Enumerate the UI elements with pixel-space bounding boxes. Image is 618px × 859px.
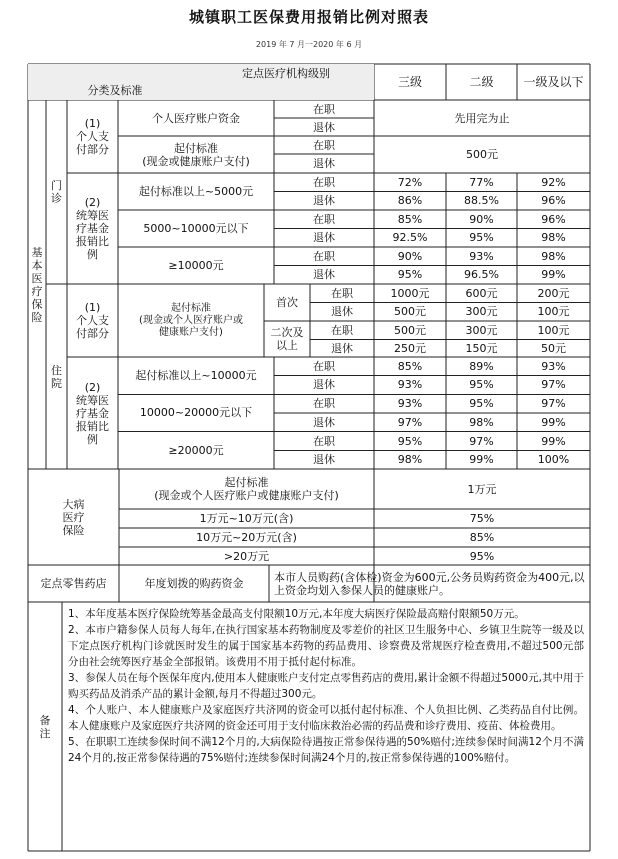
serious-row-label: 1万元~10万元(含) — [199, 512, 294, 525]
rate-value: 96% — [541, 194, 566, 208]
rate-value: 97% — [397, 415, 423, 429]
inpatient-label: 住 院 — [51, 363, 62, 390]
pharmacy-item: 年度划拨的购药资金 — [144, 577, 244, 590]
page-title: 城镇职工医保费用报销比例对照表 — [188, 8, 429, 26]
outpatient-label: 门 诊 — [51, 179, 62, 205]
header-level-3: 一级及以下 — [523, 74, 584, 89]
deductible-value: 300元 — [465, 305, 498, 319]
rate-value: 86% — [397, 194, 423, 208]
rate-value: 96.5% — [464, 268, 499, 282]
page-subtitle: 2019 年 7 月一2020 年 6 月 — [255, 40, 363, 49]
band-label: ≥20000元 — [168, 443, 224, 457]
deductible-value: 100元 — [537, 305, 570, 319]
rate-value: 92% — [541, 175, 566, 189]
notes-label: 备 注 — [39, 713, 51, 740]
rate-value: 98% — [541, 231, 566, 245]
employment-status: 在职 — [313, 359, 335, 373]
band-label: 10000~20000元以下 — [139, 406, 253, 420]
note-item: 2、本市户籍参保人员每人每年,在执行国家基本药物制度及零差价的社区卫生服务中心、乡镇卫生院等一级及以下定点医疗机构门诊就医时发生的属于国家基本药物的药品费用、诊察费及常规医疗检查费用,不超过500元部分由社会统筹医疗基金全部报销。该费用不用于抵付起付标准。 — [68, 624, 584, 668]
employment-status: 退休 — [313, 194, 335, 208]
deductible-value: 600元 — [465, 286, 498, 300]
employment-status: 在职 — [313, 397, 335, 411]
rate-value: 93% — [397, 378, 423, 392]
rate-value: 93% — [541, 359, 566, 373]
note-item: 5、在职职工连续参保时间不满12个月的,大病保险待遇按正常参保待遇的50%赔付;连续参保时间满12个月不满24个月的,按正常参保待遇的75%赔付;连续参保时间满24个月的,按正常参保待遇的100%赔付。 — [68, 736, 584, 764]
rate-value: 90% — [397, 249, 423, 263]
rate-value: 92.5% — [392, 231, 428, 245]
header-level-2: 二级 — [469, 74, 494, 89]
header-level-1: 三级 — [397, 74, 422, 89]
rate-value: 72% — [397, 175, 423, 189]
outpatient-deductible-value: 500元 — [466, 148, 498, 161]
rate-value: 98% — [397, 453, 423, 467]
employment-status: 退休 — [331, 342, 353, 356]
rate-value: 90% — [469, 212, 494, 226]
rate-value: 95% — [397, 434, 423, 448]
notes-body — [62, 603, 590, 851]
employment-status: 退休 — [313, 268, 335, 282]
deductible-value: 500元 — [394, 305, 426, 319]
rate-value: 77% — [469, 175, 494, 189]
rate-value: 89% — [469, 359, 494, 373]
rate-value: 88.5% — [464, 194, 499, 208]
employment-status: 退休 — [313, 453, 335, 467]
employment-status: 在职 — [313, 434, 335, 448]
deductible-value: 1000元 — [390, 286, 430, 300]
employment-status: 在职 — [313, 175, 335, 189]
rate-value: 99% — [469, 453, 494, 467]
outpatient-account-label: 个人医疗账户资金 — [152, 111, 240, 125]
deductible-value: 250元 — [394, 342, 426, 356]
rate-value: 99% — [541, 268, 566, 282]
outpatient-personal-label: (1) 个人支 付部分 — [76, 117, 109, 156]
serious-row-label: 起付标准 (现金或个人医疗账户或健康账户支付) — [154, 476, 339, 502]
employment-status: 在职 — [331, 323, 353, 337]
rate-value: 93% — [397, 397, 423, 411]
employment-status: 退休 — [331, 305, 353, 319]
band-label: 5000~10000元以下 — [143, 222, 249, 235]
outpatient-account-status-active: 在职 — [313, 102, 335, 116]
rate-value: 96% — [541, 212, 566, 226]
outpatient-account-status-retired: 退休 — [313, 120, 335, 134]
deductible-value: 100元 — [537, 323, 570, 337]
serious-row-value: 95% — [469, 549, 495, 563]
serious-row-label: 10万元~20万元(含) — [196, 531, 297, 544]
band-label: ≥10000元 — [168, 259, 224, 272]
outpatient-deductible-label: 起付标准 (现金或健康账户支付) — [142, 141, 250, 168]
deductible-value: 500元 — [394, 323, 426, 337]
rate-value: 100% — [537, 453, 570, 467]
rate-value: 97% — [541, 397, 566, 411]
serious-illness-label: 大病 医疗 保险 — [62, 497, 85, 537]
band-label: 起付标准以上~5000元 — [138, 185, 254, 198]
deductible-value: 150元 — [465, 342, 498, 356]
outpatient-pooled-label: (2) 统筹医 疗基金 报销比 例 — [76, 196, 109, 261]
rate-value: 98% — [541, 249, 566, 263]
basic-insurance-label: 基 本 医 疗 保 险 — [31, 245, 43, 324]
serious-row-value: 1万元 — [467, 482, 497, 496]
note-item: 4、个人账户、本人健康账户及家庭医疗共济网的资金可以抵付起付标准、个人负担比例、乙类药品自付比例。本人健康账户及家庭医疗共济网的资金还可用于支付临床救治必需的药品费和诊疗费用、疫苗、体检费用。 — [68, 704, 584, 732]
employment-status: 在职 — [313, 212, 335, 226]
band-label: 起付标准以上~10000元 — [135, 369, 257, 383]
rate-value: 95% — [469, 231, 494, 245]
serious-row-label: >20万元 — [223, 549, 270, 563]
serious-row-value: 75% — [469, 512, 495, 525]
deductible-value: 300元 — [465, 323, 498, 337]
rate-value: 98% — [469, 415, 494, 429]
inpatient-pooled-label: (2) 统筹医 疗基金 报销比 例 — [76, 380, 109, 446]
header-category-label: 分类及标准 — [87, 83, 143, 97]
outpatient-account-value: 先用完为止 — [454, 111, 510, 125]
rate-value: 95% — [397, 268, 423, 282]
inpatient-personal-label: (1) 个人支 付部分 — [76, 301, 109, 340]
employment-status: 在职 — [313, 249, 335, 263]
rate-value: 95% — [469, 378, 494, 392]
outpatient-deductible-status-active: 在职 — [313, 138, 335, 152]
employment-status: 在职 — [331, 286, 353, 300]
rate-value: 85% — [397, 212, 423, 226]
note-item: 1、本年度基本医疗保险统筹基金最高支付限额10万元,本年度大病医疗保险最高赔付限额50万元。 — [68, 608, 525, 620]
inpatient-deductible-label: 起付标准 (现金或个人医疗账户或 健康账户支付) — [139, 302, 243, 338]
inpatient-first-label: 首次 — [276, 296, 298, 309]
note-item: 3、参保人员在每个医保年度内,使用本人健康账户支付定点零售药店的费用,累计金额不得超过5000元,其中用于购买药品及消杀产品的累计金额,每月不得超过300元。 — [68, 672, 584, 700]
rate-value: 97% — [469, 434, 494, 448]
employment-status: 退休 — [313, 378, 335, 392]
pharmacy-label: 定点零售药店 — [40, 577, 107, 590]
rate-value: 99% — [541, 434, 566, 448]
rate-value: 99% — [541, 415, 566, 429]
rate-value: 95% — [469, 397, 494, 411]
serious-row-value: 85% — [469, 531, 495, 544]
outpatient-deductible-status-retired: 退休 — [313, 157, 335, 170]
rate-value: 93% — [469, 249, 494, 263]
employment-status: 退休 — [313, 231, 335, 245]
employment-status: 退休 — [313, 415, 335, 429]
rate-value: 97% — [541, 378, 566, 392]
pharmacy-value: 本市人员购药(含体检)资金为600元,公务员购药资金为400元,以上资金均划入参保人员的健康账户。 — [274, 570, 585, 597]
rate-value: 85% — [397, 359, 423, 373]
header-level-label: 定点医疗机构级别 — [242, 66, 330, 80]
deductible-value: 50元 — [541, 342, 566, 356]
inpatient-second-label: 二次及 以上 — [270, 326, 304, 352]
deductible-value: 200元 — [537, 286, 570, 300]
